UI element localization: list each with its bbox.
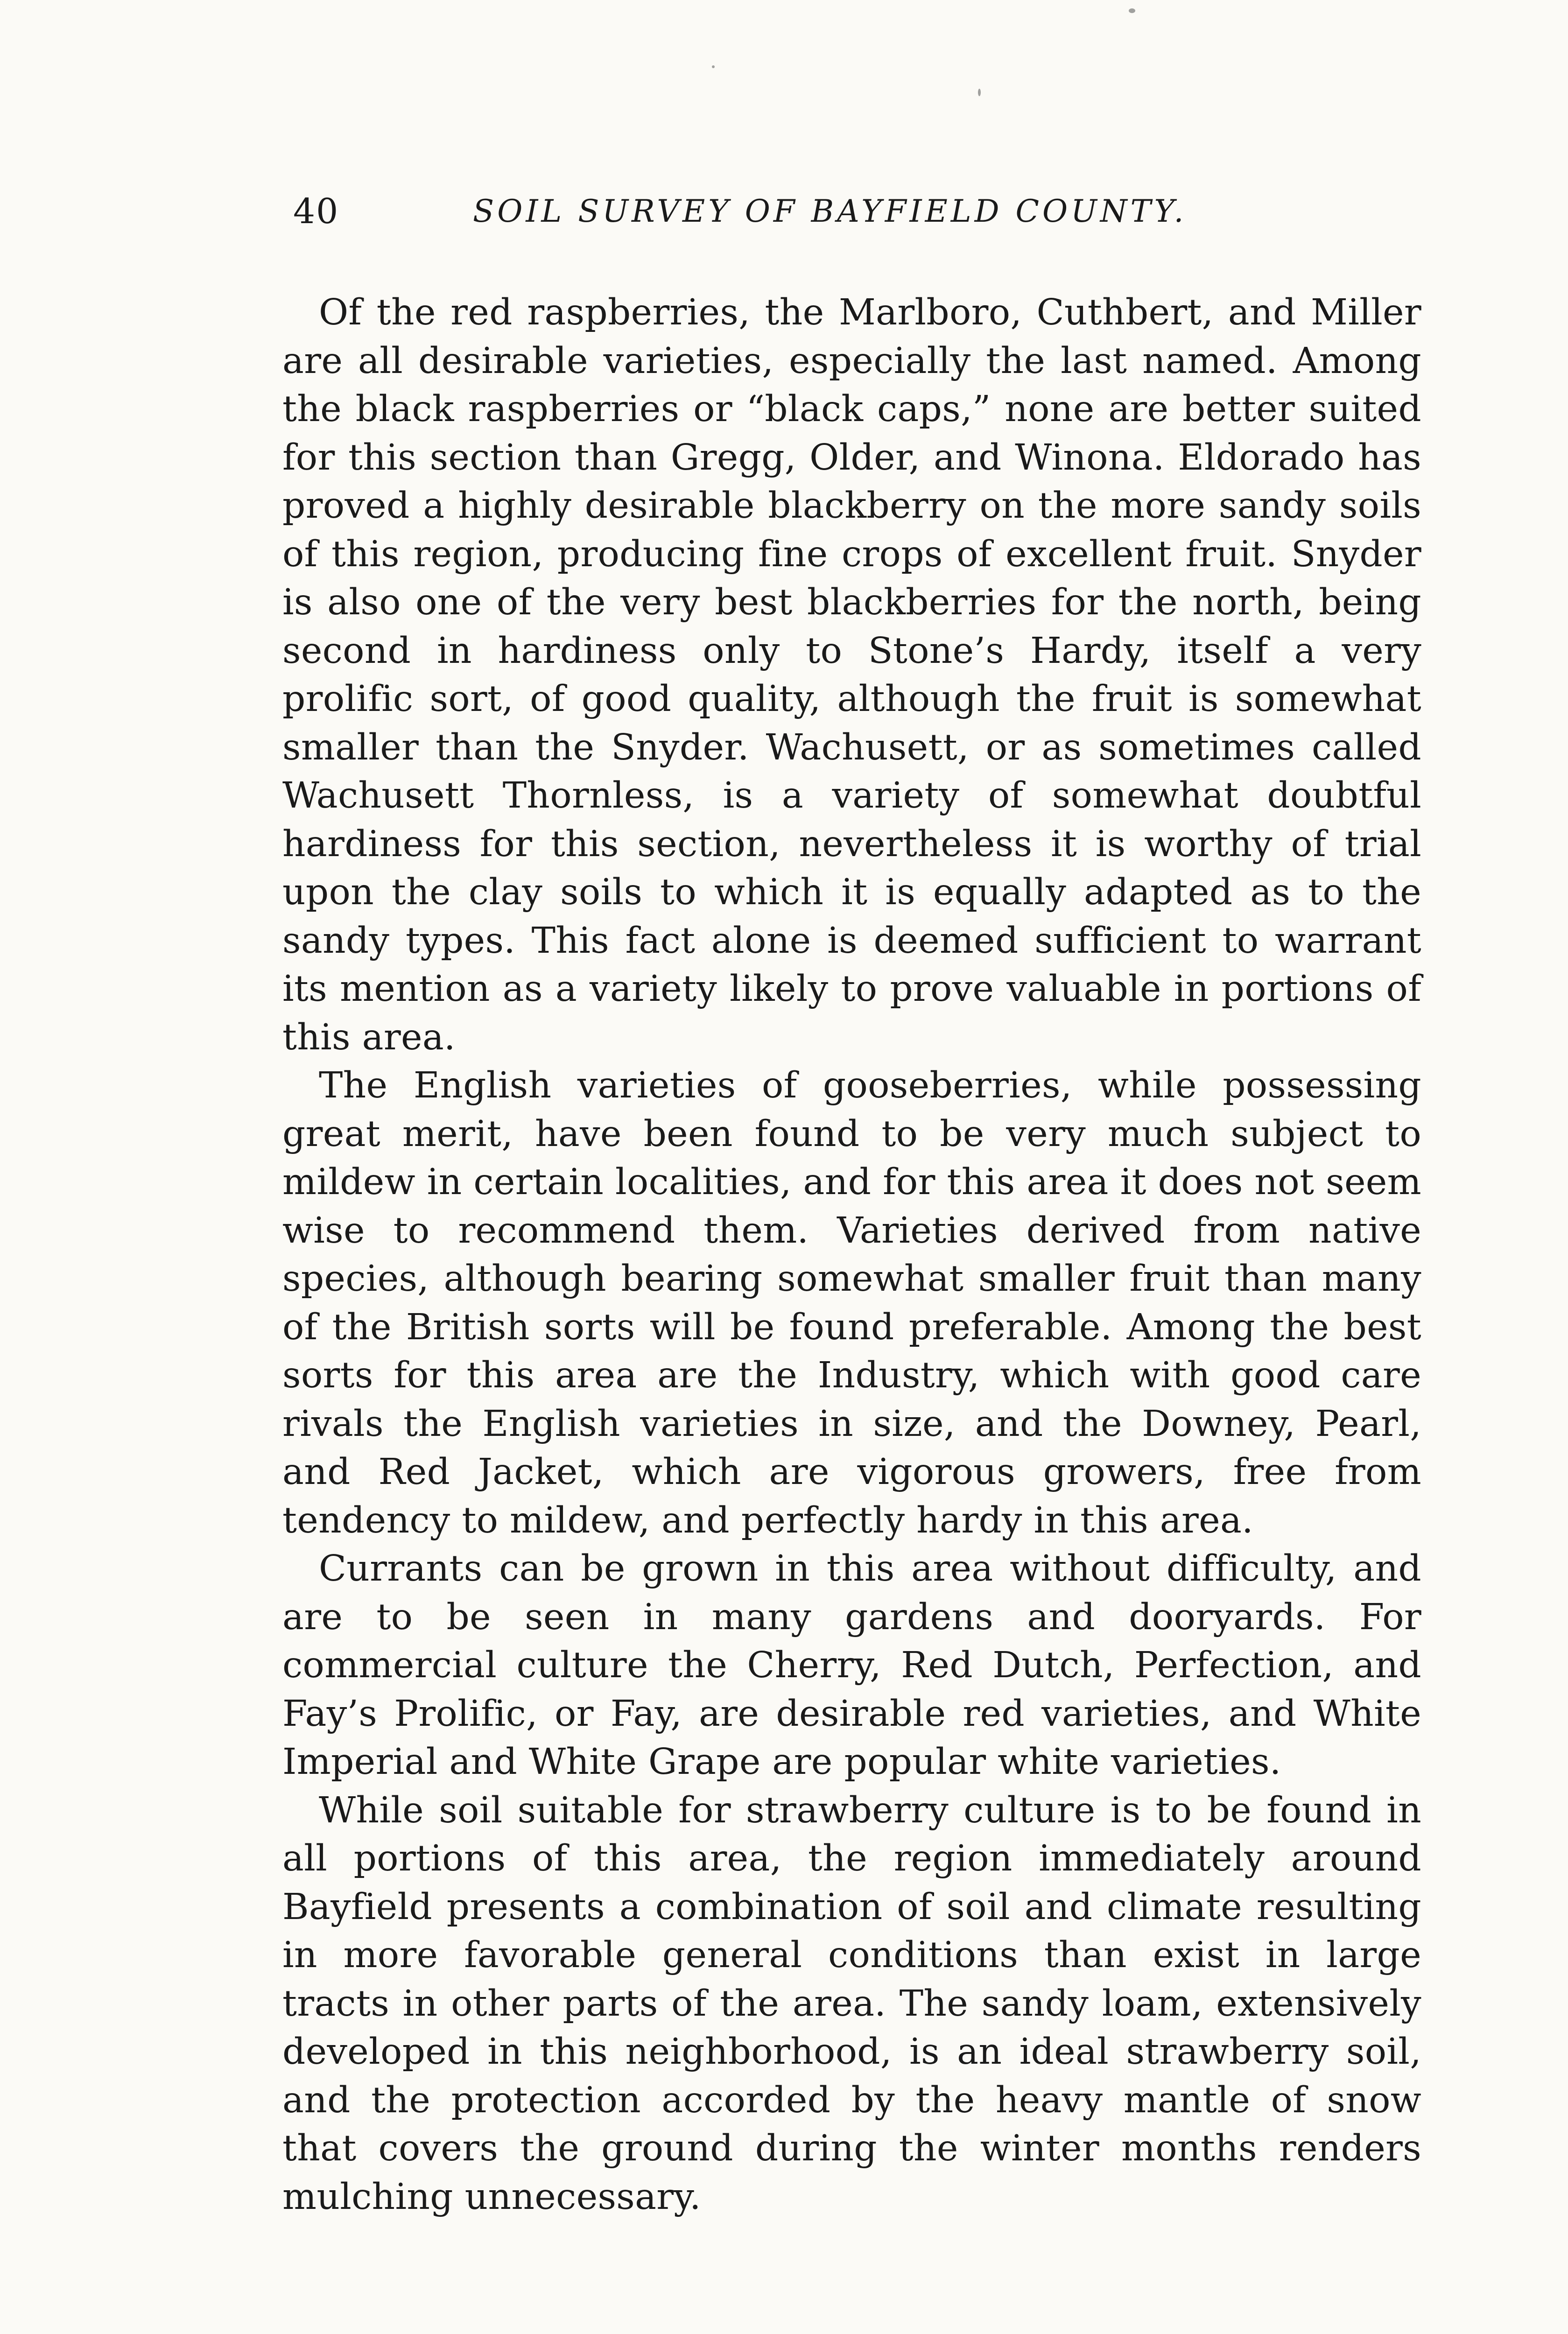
- page-number: 40: [293, 191, 339, 232]
- running-header: [293, 190, 1446, 232]
- running-title: SOIL SURVEY OF BAYFIELD COUNTY.: [473, 193, 1187, 229]
- paragraph-gooseberries: The English varieties of gooseberries, while possessing great merit, have been found to be very much subject to mildew in certain localities, and for this area it does not seem wise to recommend them. Varieties derived from native species, although bearing somewhat smaller fruit than many of the British sorts will be found preferable. Among the best sorts for this area are the Industry, which with good care rivals the English varieties in size, and the Downey, Pearl, and Red Jacket, which are vigorous growers, free from tendency to mildew, and perfectly hardy in this area.: [282, 1065, 1421, 1541]
- paragraph-raspberries-blackberries: Of the red raspberries, the Marlboro, Cuthbert, and Miller are all desirable varieties, especially the last named. Among the black raspberries or “black caps,” none are better suited for this section than Gregg, Older, and Winona. Eldorado has proved a highly desirable blackberry on the more sandy soils of this region, producing fine crops of excellent fruit. Snyder is also one of the very best blackberries for the north, being second in hardiness only to Stone’s Hardy, itself a very prolific sort, of good quality, although the fruit is somewhat smaller than the Snyder. Wachusett, or as sometimes called Wachusett Thornless, is a variety of somewhat doubtful hardiness for this section, nevertheless it is worthy of trial upon the clay soils to which it is equally adapted as to the sandy types. This fact alone is deemed sufficient to warrant its mention as a variety likely to prove valuable in portions of this area.: [282, 292, 1421, 1058]
- scan-speck: [1129, 8, 1135, 13]
- paragraph-currants: Currants can be grown in this area without difficulty, and are to be seen in many gardens and dooryards. For commercial culture the Cherry, Red Dutch, Perfection, and Fay’s Prolific, or Fay, are desirable red varieties, and White Imperial and White Grape are popular white varieties.: [282, 1548, 1421, 1783]
- paragraph-strawberries: While soil suitable for strawberry culture is to be found in all portions of this area, the region immediately around Bayfield presents a combination of soil and climate resulting in more favorable general conditions than exist in large tracts in other parts of the area. The sandy loam, extensively developed in this neighborhood, is an ideal strawberry soil, and the protection accorded by the heavy mantle of snow that covers the ground during the winter months renders mulching unnecessary.: [282, 1789, 1421, 2218]
- body-text: [282, 288, 1421, 2221]
- scan-speck: [712, 65, 715, 68]
- scan-speck: [978, 89, 981, 96]
